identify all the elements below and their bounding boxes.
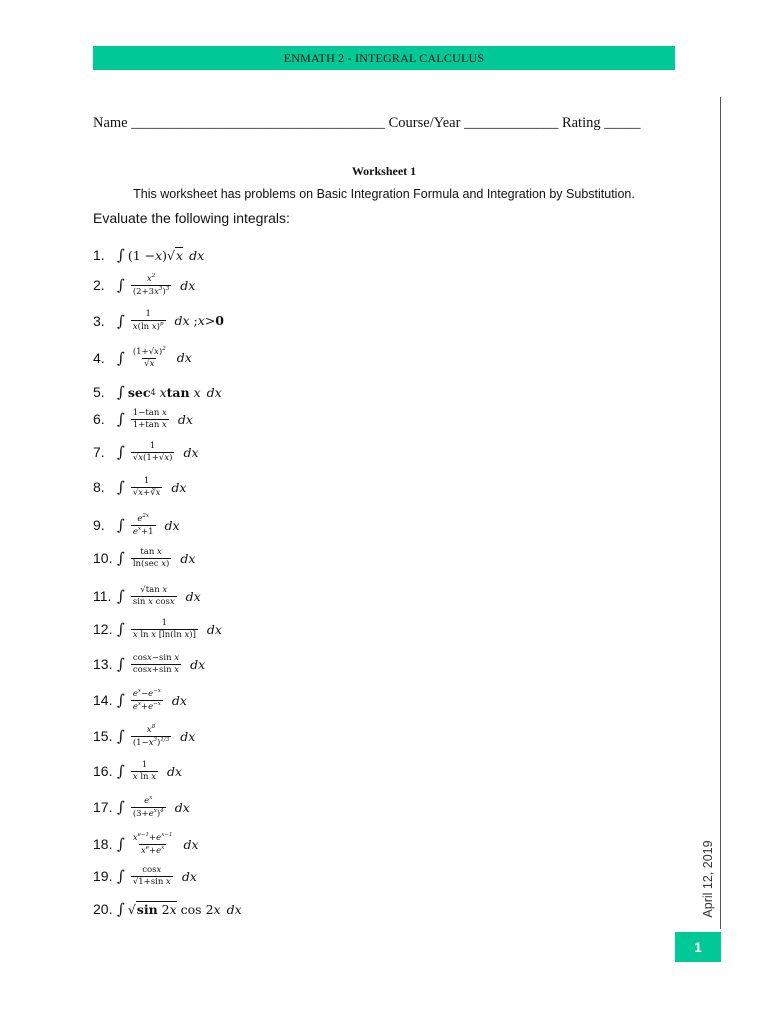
problem-expression: ∫ (1 − x )√ x dx — [117, 246, 205, 264]
problem-9 — [93, 514, 180, 537]
problem-expression: ∫ $\frac{e^x-e^{-x}}{e^x+e^{-x}}$ dx — [117, 688, 187, 712]
problem-expression: ∫ $\frac{e^{2x}}{e^x+1}$ dx — [117, 513, 180, 537]
problem-expression: ∫ $\frac{1}{√x(1+√x)}$ dx — [117, 441, 199, 463]
problem-10 — [93, 548, 195, 569]
margin-rule — [720, 97, 721, 929]
problem-number: 2. — [93, 277, 105, 294]
problem-number: 12. — [93, 621, 113, 638]
problem-11 — [93, 586, 201, 607]
problem-number: 16. — [93, 763, 113, 780]
problem-number: 20. — [93, 901, 113, 917]
problem-2 — [93, 274, 195, 297]
date-text: April 12, 2019 — [701, 840, 715, 918]
problem-3 — [93, 310, 224, 332]
header-title: ENMATH 2 - INTEGRAL CALCULUS — [283, 50, 485, 65]
problem-19 — [93, 866, 197, 887]
problem-number: 1. — [93, 247, 105, 263]
problem-expression: ∫ $\frac{1}{\text{x ln x [ln(ln x)]}}$ dx — [117, 618, 222, 640]
problem-number: 14. — [93, 692, 113, 709]
problem-number: 7. — [93, 444, 105, 461]
problem-expression: ∫ $\frac{1}{\text{x ln x}}$ dx — [117, 760, 183, 782]
problem-expression: ∫ $\frac{1}{x(\ln x)^p}$ dx ; x > 0 — [117, 309, 224, 332]
problem-number: 13. — [93, 656, 113, 673]
problem-8 — [93, 477, 186, 498]
problem-number: 18. — [93, 836, 113, 853]
worksheet-intro: This worksheet has problems on Basic Integration Formula and Integration by Substitution. — [133, 187, 635, 201]
problem-expression: ∫ √ sin 2x cos 2 x dx — [117, 900, 242, 918]
problem-expression: ∫ $\frac{x^2}{(2+3x^3)^3}$ dx — [117, 273, 196, 297]
problem-18 — [93, 833, 199, 856]
page-number: 1 — [694, 939, 702, 955]
problem-17 — [93, 796, 190, 819]
problem-13 — [93, 654, 205, 675]
problem-expression: ∫ $\frac{e^x}{(3+e^x)^4}$ dx — [117, 795, 190, 819]
problem-number: 10. — [93, 550, 113, 567]
problem-7 — [93, 442, 199, 463]
problem-expression: ∫ $\frac{(1+√x)^2}{√x}$ dx — [117, 346, 192, 369]
name-course-rating-line: Name ___________________________________ Course/Year _____________ Rating _____ — [93, 115, 641, 131]
problem-number: 9. — [93, 517, 105, 534]
problem-4 — [93, 347, 192, 369]
instruction: Evaluate the following integrals: — [93, 210, 290, 226]
problem-expression: ∫ $\frac{x^{e-1}+e^{x-1}}{x^e+e^x}$ dx — [117, 832, 199, 856]
problem-expression: ∫ $\frac{x^8}{(1-x^3)^{1/3}}$ dx — [117, 724, 196, 748]
page-number-box — [675, 932, 721, 962]
problem-number: 4. — [93, 349, 105, 366]
problem-expression: ∫ $\frac{\text{√tan x}}{\text{sin x cosx}}$ dx — [117, 585, 201, 607]
problem-14 — [93, 689, 187, 712]
problem-expression: ∫ sec 4 x tan x dx — [117, 383, 222, 401]
header-bar — [93, 46, 675, 70]
problem-5 — [93, 383, 222, 401]
problem-15 — [93, 725, 195, 748]
problem-expression: ∫ $\frac{\text{1−tan x}}{\text{1+tan x}}$ dx — [117, 408, 193, 430]
problem-number: 3. — [93, 312, 105, 329]
problem-number: 8. — [93, 479, 105, 496]
problem-16 — [93, 761, 182, 782]
worksheet-title: Worksheet 1 — [351, 164, 417, 178]
problem-6 — [93, 409, 193, 430]
problem-1 — [93, 246, 204, 264]
problem-expression: ∫ $\frac{1}{√x+∛x}$ dx — [117, 476, 187, 498]
problem-number: 15. — [93, 728, 113, 745]
problem-number: 5. — [93, 384, 105, 400]
problem-12 — [93, 619, 222, 640]
problem-number: 11. — [93, 588, 112, 605]
problem-number: 19. — [93, 868, 113, 885]
problem-number: 6. — [93, 411, 105, 428]
problem-number: 17. — [93, 799, 113, 816]
problem-expression: ∫ $\frac{\text{tan x}}{\text{ln(sec x)}}$ dx — [117, 547, 196, 569]
problem-20 — [93, 900, 242, 918]
problem-expression: ∫ $\frac{\text{cosx−sin x}}{\text{cosx+sin x}}$ dx — [117, 653, 206, 675]
problem-expression: ∫ $\frac{\cos x}{\text{√1+sin x}}$ dx — [117, 865, 197, 887]
